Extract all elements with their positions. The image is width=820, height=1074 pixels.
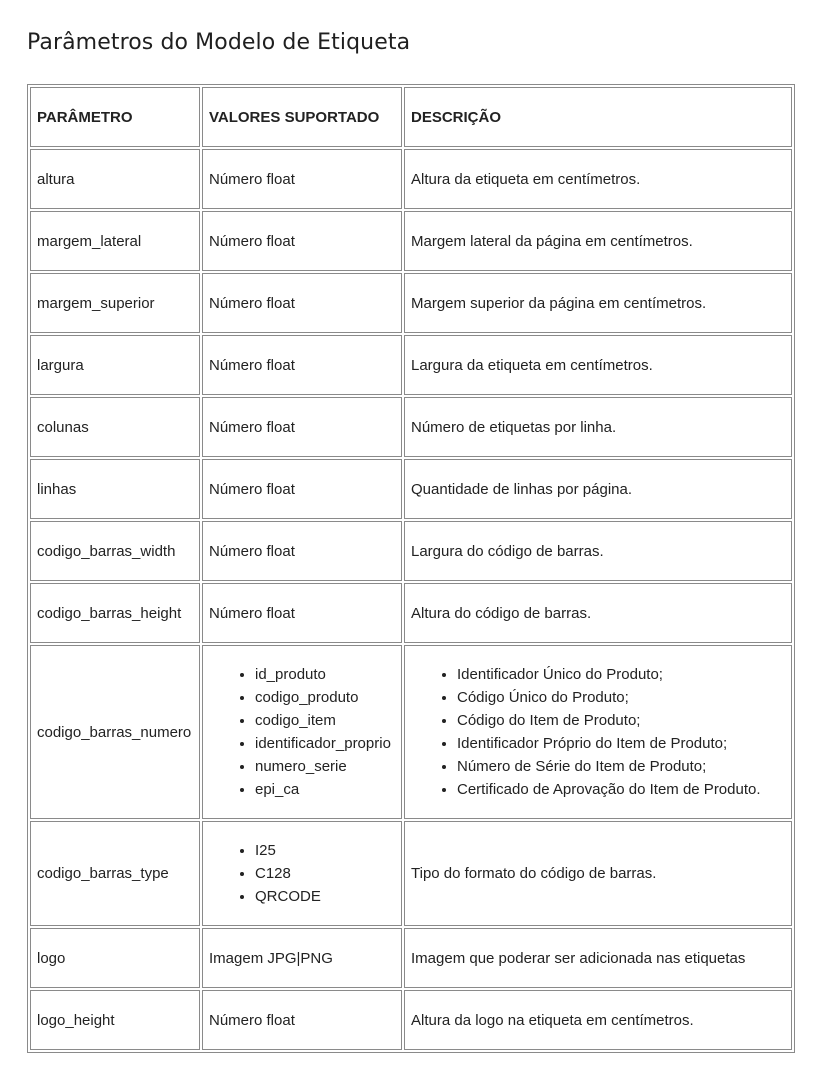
param-cell: codigo_barras_width: [30, 521, 200, 581]
table-row: [30, 990, 792, 1050]
list-item: • Identificador Próprio do Item de Produto;: [457, 732, 791, 755]
param-cell: logo: [30, 928, 200, 988]
list-item: • codigo_item: [255, 709, 401, 732]
table-row: [30, 821, 792, 926]
values-cell: Número float: [202, 990, 402, 1050]
values-cell: Número float: [202, 459, 402, 519]
list-item: • I25: [255, 839, 401, 862]
param-cell: codigo_barras_height: [30, 583, 200, 643]
table-row: [30, 645, 792, 819]
description-cell: Imagem que poderar ser adicionada nas etiquetas: [404, 928, 792, 988]
values-list: [209, 839, 401, 908]
list-item: • numero_serie: [255, 755, 401, 778]
list-item: • C128: [255, 862, 401, 885]
param-cell: linhas: [30, 459, 200, 519]
description-cell: Altura da logo na etiqueta em centímetros.: [404, 990, 792, 1050]
table-row: [30, 149, 792, 209]
table-row: [30, 335, 792, 395]
list-item: • QRCODE: [255, 885, 401, 908]
param-cell: codigo_barras_type: [30, 821, 200, 926]
description-cell: Altura da etiqueta em centímetros.: [404, 149, 792, 209]
header-valores: VALORES SUPORTADO: [202, 87, 402, 147]
list-item: • codigo_produto: [255, 686, 401, 709]
list-item: • Identificador Único do Produto;: [457, 663, 791, 686]
description-cell: Altura do código de barras.: [404, 583, 792, 643]
values-cell: Número float: [202, 521, 402, 581]
list-item: • epi_ca: [255, 778, 401, 801]
list-item: • Certificado de Aprovação do Item de Produto.: [457, 778, 791, 801]
values-cell: Número float: [202, 583, 402, 643]
list-item: • id_produto: [255, 663, 401, 686]
table-row: [30, 397, 792, 457]
list-item: • Código Único do Produto;: [457, 686, 791, 709]
param-cell: margem_lateral: [30, 211, 200, 271]
description-cell: [404, 645, 792, 819]
table-row: [30, 583, 792, 643]
param-cell: codigo_barras_numero: [30, 645, 200, 819]
parameters-table: [27, 84, 795, 1053]
description-cell: Largura do código de barras.: [404, 521, 792, 581]
description-cell: Largura da etiqueta em centímetros.: [404, 335, 792, 395]
description-list: [411, 663, 791, 801]
page-title: Parâmetros do Modelo de Etiqueta: [27, 30, 411, 55]
description-cell: Tipo do formato do código de barras.: [404, 821, 792, 926]
header-descricao: DESCRIÇÃO: [404, 87, 792, 147]
list-item: • Código do Item de Produto;: [457, 709, 791, 732]
values-list: [209, 663, 401, 801]
values-cell: Número float: [202, 335, 402, 395]
param-cell: colunas: [30, 397, 200, 457]
description-cell: Margem lateral da página em centímetros.: [404, 211, 792, 271]
table-row: [30, 521, 792, 581]
list-item: • Número de Série do Item de Produto;: [457, 755, 791, 778]
list-item: • identificador_proprio: [255, 732, 401, 755]
description-cell: Número de etiquetas por linha.: [404, 397, 792, 457]
values-cell: [202, 645, 402, 819]
description-cell: Quantidade de linhas por página.: [404, 459, 792, 519]
param-cell: largura: [30, 335, 200, 395]
values-cell: Imagem JPG|PNG: [202, 928, 402, 988]
table-row: [30, 211, 792, 271]
table-header-row: [30, 87, 792, 147]
param-cell: margem_superior: [30, 273, 200, 333]
values-cell: Número float: [202, 397, 402, 457]
values-cell: Número float: [202, 211, 402, 271]
table-row: [30, 459, 792, 519]
table-row: [30, 928, 792, 988]
param-cell: altura: [30, 149, 200, 209]
description-cell: Margem superior da página em centímetros.: [404, 273, 792, 333]
values-cell: Número float: [202, 149, 402, 209]
table-row: [30, 273, 792, 333]
values-cell: [202, 821, 402, 926]
param-cell: logo_height: [30, 990, 200, 1050]
header-parametro: PARÂMETRO: [30, 87, 200, 147]
values-cell: Número float: [202, 273, 402, 333]
